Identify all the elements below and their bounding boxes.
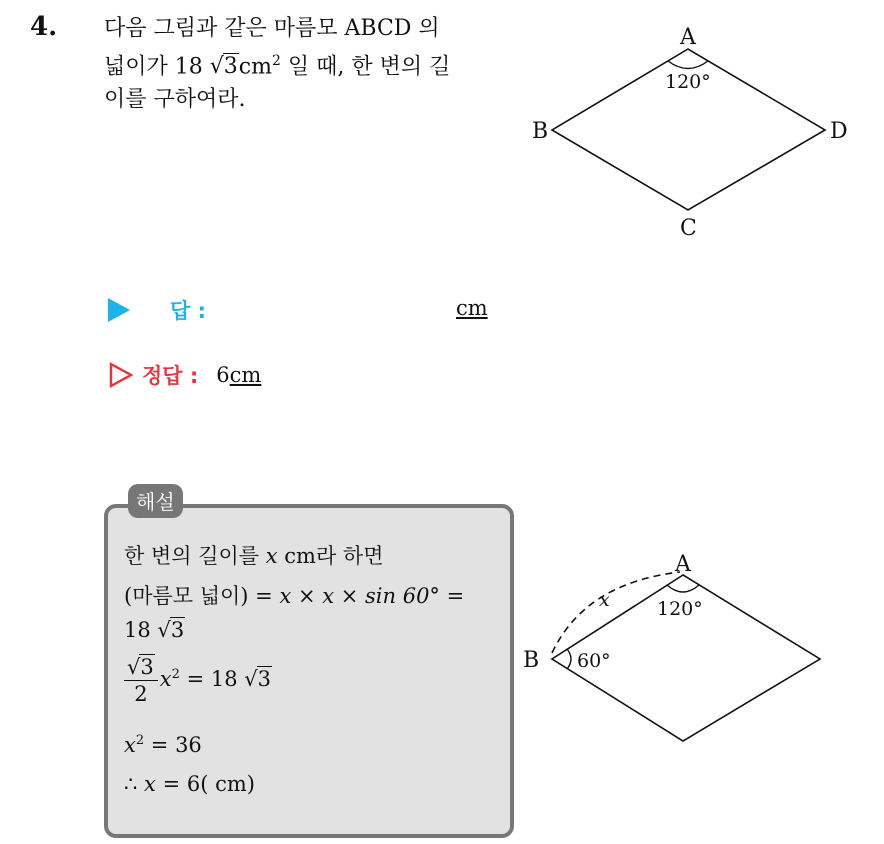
vertex-d-label: D <box>830 119 848 144</box>
correct-unit: cm <box>229 363 262 387</box>
answer-label: 답 : <box>170 299 206 323</box>
fraction-denominator: 2 <box>134 682 148 706</box>
rhombus-figure <box>520 20 860 245</box>
exponent: 2 <box>135 733 145 748</box>
sqrt-expression: √3 <box>209 54 238 80</box>
vertex-a-label: A <box>675 552 691 577</box>
fraction-numerator: √3 <box>124 654 158 681</box>
solution-line-3 <box>124 618 185 642</box>
vertex-b-label: B <box>523 648 540 673</box>
angle-60-label: 60° <box>577 650 611 672</box>
correct-value <box>216 363 261 387</box>
answer-row <box>108 295 220 325</box>
question-number: 4. <box>30 12 58 42</box>
correct-marker-icon <box>108 362 134 388</box>
vertex-b-label: B <box>532 119 549 144</box>
correct-label: 정답 : <box>142 364 199 388</box>
solution-line-5 <box>124 733 202 757</box>
solution-line-6 <box>124 772 255 796</box>
question-line-3: 이를 구하여라. <box>104 87 246 113</box>
sqrt-radicand: 3 <box>223 54 238 80</box>
solution-var-x: x <box>159 667 172 691</box>
sqrt-expression: √3 <box>244 667 272 691</box>
answer-unit[interactable]: cm <box>456 296 488 320</box>
therefore-symbol: ∴ <box>124 772 145 796</box>
angle-120-label: 120° <box>665 71 711 93</box>
correct-answer-row <box>108 360 261 390</box>
solution-line-2-expr: x × x × sin 60° = <box>279 584 465 608</box>
solution-tab: 해설 <box>128 484 183 518</box>
solution-line-4 <box>124 654 272 707</box>
answer-marker-icon <box>108 298 130 322</box>
solution-var-x: x <box>144 772 156 796</box>
angle-arc-b <box>567 649 571 669</box>
area-unit: cm <box>238 54 272 80</box>
solution-line-3-coef: 18 <box>124 618 151 642</box>
solution-line-2-pre: (마름모 넓이) = <box>124 584 280 608</box>
sqrt-radicand: 3 <box>170 618 185 642</box>
solution-line-1-post: cm라 하면 <box>277 544 384 568</box>
solution-line-1 <box>124 540 383 570</box>
question-text <box>104 12 524 116</box>
angle-120-label: 120° <box>657 598 703 620</box>
solution-var-x: x <box>124 733 136 757</box>
question-area-coef: 넓이가 18 <box>104 54 203 80</box>
sqrt-radicand: 3 <box>257 667 272 691</box>
vertex-c-label: C <box>680 216 697 241</box>
angle-arc-a <box>668 61 708 69</box>
question-line-1: 다음 그림과 같은 마름모 ABCD 의 <box>104 16 440 41</box>
solution-line-5-rhs: = 36 <box>144 733 202 757</box>
question-line-2 <box>104 45 524 83</box>
exponent: 2 <box>171 667 180 682</box>
solution-line-1-pre: 한 변의 길이를 <box>124 544 266 568</box>
vertex-a-label: A <box>680 25 696 50</box>
solution-line-6-rhs: = 6( cm) <box>155 772 255 796</box>
question-line-2-rest: 일 때, 한 변의 길 <box>280 54 451 80</box>
sqrt-expression: √3 <box>157 618 185 642</box>
solution-var-x: x <box>265 544 278 568</box>
correct-number: 6 <box>216 363 230 387</box>
sqrt-radicand: 3 <box>140 655 154 679</box>
fraction <box>124 654 158 707</box>
angle-arc-a <box>667 585 699 592</box>
solution-line-2 <box>124 580 464 610</box>
solution-line-4-rhs: = 18 <box>179 667 238 691</box>
side-x-label: x <box>599 589 610 611</box>
area-unit-exponent: 2 <box>271 53 281 69</box>
solution-rhombus-figure <box>515 545 835 750</box>
